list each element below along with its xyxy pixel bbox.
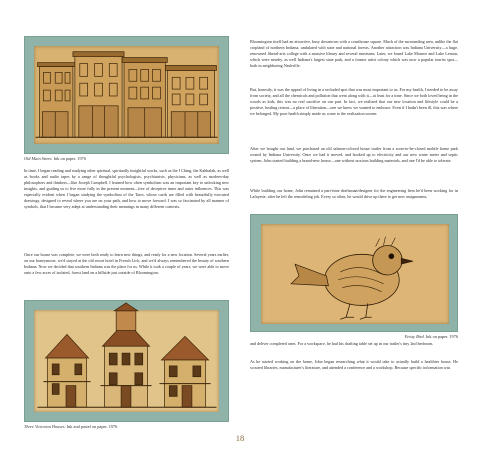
storefronts-drawing bbox=[25, 37, 228, 153]
right-paragraph-3: After we bought our land, we purchased an old salmon-colored house trailer from a soon-to-be-closed mobile home park owned by Indiana University. Once we had it moved, and hooked up to electricity and our new water meter and septic system, John started building a brand-new house—one without noxious building materials, and one I'd be able to tolerate. bbox=[250, 146, 458, 164]
old-main-street-caption bbox=[24, 156, 229, 162]
right-paragraph-5: and deliver completed ones. For a workspace, he had his drafting table set up in our trailer's tiny 2nd bedroom. bbox=[250, 341, 434, 346]
caption-detail: Ink on paper. 1976 bbox=[424, 334, 458, 339]
feisty-bird-illustration bbox=[250, 214, 458, 332]
three-victorian-houses-caption bbox=[24, 424, 229, 430]
caption-detail: Ink and pastel on paper. 1976 bbox=[65, 424, 118, 429]
right-paragraph-6: As he started working on the home, John began researching what it would take to actually build a healthier house. He scoured libraries, manufacturer's literature, and attended a conference and a workshop. Because specific information was bbox=[250, 359, 458, 371]
right-paragraph-2: But, honestly, it was the appeal of living in a secluded spot that was most important to us. For my health, I needed to be away from society, and all the chemicals and pollution that went along with it—at least for a time. Since we both loved being in the woods as kids, this was no real sacrifice on our part. In fact, we realized that our new location and lifestyle could be a positive, healing retreat—a place of liberation—one we knew we wanted to embrace. Even if I hadn't been ill, this was where we belonged. My poor health simply made us come to the realization sooner. bbox=[250, 87, 458, 117]
caption-title: Old Main Street. bbox=[24, 156, 53, 161]
caption-detail: Ink on paper. 1976 bbox=[52, 156, 86, 161]
right-paragraph-1: Bloomington itself had an attractive, busy downtown with a courthouse square. Much of the surrounding area, unlike the flat cropland of northern Indiana, undulated with state and national forests. Another attraction was Indiana University—a huge, renowned liberal-arts college with a massive library and several museums. Later, we found Lake Monroe and Lake Lemon, which were nearby, as well Indiana's largest state park, and a former artist colony which was now a popular tourist spot—both in neighboring Nashville. bbox=[250, 39, 458, 69]
three-victorian-houses-illustration bbox=[24, 300, 229, 422]
feisty-bird-caption bbox=[250, 334, 458, 340]
right-paragraph-4: While building our home, John remained a part-time draftsman/designer for the engineering firm he'd been working for in Lafayette, after he left the remodeling job. Every so often, he would drive up there to get new assignments, bbox=[250, 188, 458, 200]
victorian-houses-drawing bbox=[25, 301, 228, 421]
left-paragraph-1: In time, I began reading and studying other spiritual, spiritually insightful works, such as the I Ching, the Kabbalah, as well as books and audio tapes by a range of thoughtful psychologists, psychiatrists, physicians, as well as modern-day philosophers and thinkers—like Joseph Campbell. I learned how often symbolism was an important key to unlocking new insights, and guiding us to live more fully in the present moment—free of deceptive inner and outer influences. This was especially evident when I began studying the symbolism of the Tarot, whose cards are filled with beautifully executed drawings, designed to reveal where you are on your path, and how to move forward. I was so fascinated by all manner of symbols, that I became very adept at understanding their meanings in many different contexts. bbox=[24, 168, 229, 210]
page-number: 18 bbox=[235, 433, 245, 443]
caption-title: Three Victorian Houses. bbox=[24, 424, 66, 429]
left-paragraph-2: Once our house was complete, we were both ready to learn new things, and ready for a new location. Several years earlier, on our honeymoon, we'd stayed at the old resort hotel in French Lick, and we'd always remembered the beauty of southern Indiana. Now we decided that southern Indiana was the place for us. While it took a couple of years, we were able to move onto a few acres of isolated, forest land on a hillside just outside of Bloomington. bbox=[24, 252, 229, 276]
old-main-street-illustration bbox=[24, 36, 229, 154]
caption-title: Feisty Bird. bbox=[404, 334, 425, 339]
bird-drawing bbox=[251, 215, 457, 331]
